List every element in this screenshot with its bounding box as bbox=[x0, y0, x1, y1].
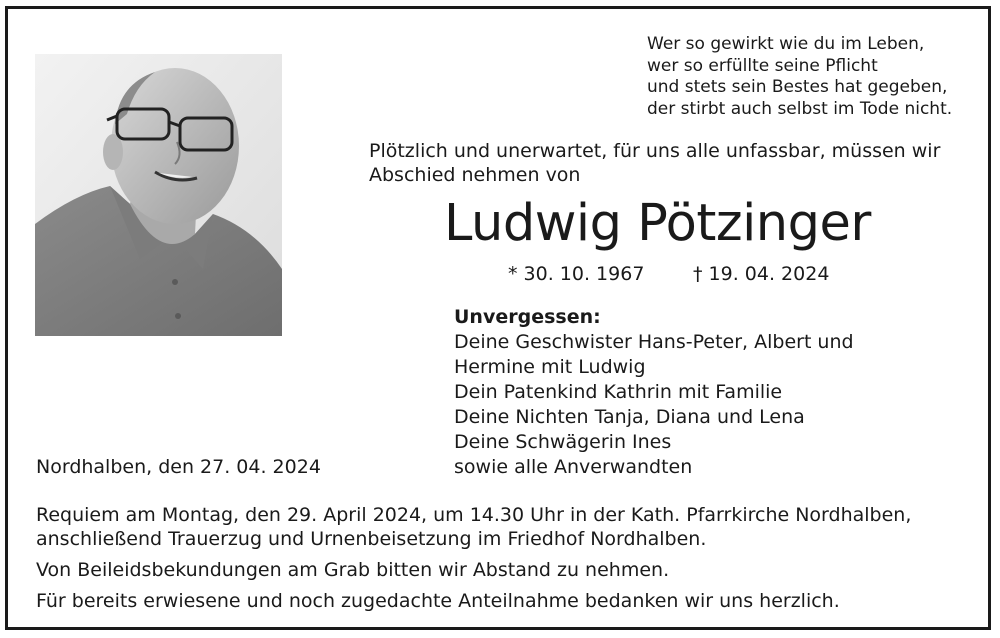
mourner-line: sowie alle Anverwandten bbox=[454, 456, 693, 478]
birth-date: * 30. 10. 1967 bbox=[508, 263, 645, 285]
mourners-heading: Unvergessen: bbox=[454, 306, 601, 328]
memorial-poem bbox=[647, 34, 952, 120]
funeral-details bbox=[36, 496, 911, 620]
mourner-line: Dein Patenkind Kathrin mit Familie bbox=[454, 381, 783, 403]
condolence-note: Von Beileidsbekundungen am Grab bitten wir Abstand zu nehmen. bbox=[36, 559, 670, 581]
deceased-name: Ludwig Pötzinger bbox=[444, 194, 871, 253]
announcement-intro bbox=[369, 139, 940, 187]
intro-line: Plötzlich und unerwartet, für uns alle unfassbar, müssen wir bbox=[369, 140, 941, 162]
mourners-list bbox=[454, 305, 854, 480]
mourner-line: Hermine mit Ludwig bbox=[454, 356, 646, 378]
poem-line: wer so erfüllte seine Pflicht bbox=[647, 55, 878, 76]
thanks-note: Für bereits erwiesene und noch zugedachte Anteilnahme bedanken wir uns herzlich. bbox=[36, 590, 840, 612]
portrait-photo bbox=[35, 54, 282, 336]
poem-line: Wer so gewirkt wie du im Leben, bbox=[647, 34, 925, 54]
mourner-line: Deine Schwägerin Ines bbox=[454, 431, 672, 453]
requiem-line: Requiem am Montag, den 29. April 2024, um 14.30 Uhr in der Kath. Pfarrkirche Nordhalben, bbox=[36, 504, 912, 526]
intro-line: Abschied nehmen von bbox=[369, 164, 581, 186]
poem-line: und stets sein Bestes hat gegeben, bbox=[647, 77, 948, 97]
poem-line: der stirbt auch selbst im Tode nicht. bbox=[647, 98, 953, 119]
mourner-line: Deine Nichten Tanja, Diana und Lena bbox=[454, 406, 805, 428]
requiem-line: anschließend Trauerzug und Urnenbeisetzung im Friedhof Nordhalben. bbox=[36, 528, 707, 550]
place-and-date: Nordhalben, den 27. 04. 2024 bbox=[36, 456, 321, 478]
mourner-line: Deine Geschwister Hans-Peter, Albert und bbox=[454, 331, 854, 353]
death-date: † 19. 04. 2024 bbox=[693, 263, 830, 285]
